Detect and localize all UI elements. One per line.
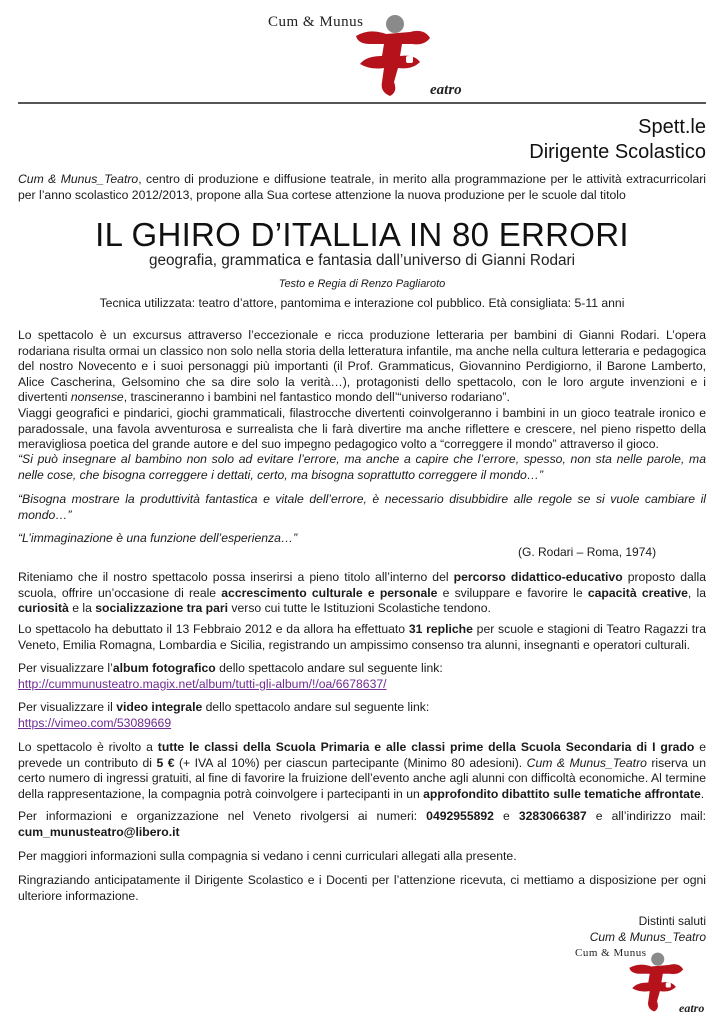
- quote-3: “L’immaginazione è una funzione dell’esperienza…”: [18, 531, 298, 545]
- p3-t1: Riteniamo che il nostro spettacolo possa inserirsi a pieno titolo all’interno del: [18, 570, 454, 584]
- phone-2: 3283066387: [518, 809, 587, 823]
- quote-1: “Si può insegnare al bambino non solo ad evitare l’errore, ma anche a capire che l’errore, spesso, non sta nelle parole, ma nelle cose, che bisogna correggere i dettati, certo, ma bisogna soprattutto correggere il mondo…”: [18, 452, 706, 482]
- paragraph-video: [18, 700, 706, 731]
- p5-t2: e prevede un contributo di: [18, 740, 706, 770]
- show-title: IL GHIRO D’ITALLIA IN 80 ERRORI: [95, 216, 629, 253]
- contact-email: cum_munusteatro@libero.it: [18, 824, 180, 839]
- logo-suffix-text: eatro: [430, 82, 462, 98]
- p3-t3: e sviluppare e favorire le: [437, 585, 588, 600]
- phone-1: 0492955892: [426, 809, 494, 823]
- description-paragraph-1: [18, 328, 706, 453]
- paragraph-audience: [18, 740, 706, 802]
- show-subtitle: geografia, grammatica e fantasia dall’universo di Gianni Rodari: [149, 252, 575, 269]
- quote-2: “Bisogna mostrare la produttività fantastica e vitale dell’errore, è necessario disubbidire alle regole se si vuole cambiare il mondo…”: [18, 492, 706, 522]
- p5-i1: Cum & Munus_Teatro: [526, 755, 647, 770]
- album-b1: album fotografico: [112, 661, 216, 675]
- p2-text: Viaggi geografici e pindarici, giochi grammaticali, filastrocche divertenti coinvolgeranno i bambini in un gioco teatrale ironico e paradossale, una favola avventurosa e surrealista che li farà divertire ma anche riflettere e crescere, nel pieno rispetto della meravigliosa poetica del grande autore e del suo impegno pedagogico volto a “correggere il mondo” attraverso il gioco.: [18, 405, 706, 452]
- paragraph-contacts: [18, 809, 706, 840]
- logo-brand-text: Cum & Munus: [268, 14, 364, 30]
- p3-b1: percorso didattico-educativo: [453, 570, 623, 584]
- footer-logo: [575, 945, 715, 1021]
- p6-t2: e: [493, 809, 519, 823]
- video-t2: dello spettacolo andare sul seguente link:: [202, 700, 430, 714]
- footer-logo-brand-text: Cum & Munus: [575, 947, 647, 959]
- header-divider: [18, 102, 706, 104]
- p3-t6: verso cui tutte le Istituzioni Scolastiche tendono.: [228, 601, 491, 616]
- p5-t5: .: [700, 786, 705, 801]
- company-logo: [268, 10, 468, 102]
- p3-b3: capacità creative: [587, 585, 688, 600]
- closing-signature: Cum & Munus_Teatro: [589, 929, 706, 944]
- p6-t1: Per informazioni e organizzazione nel Veneto rivolgersi ai numeri:: [18, 809, 427, 823]
- p6-t3: e all’indirizzo mail:: [586, 809, 706, 823]
- video-b1: video integrale: [116, 700, 203, 714]
- p3-t5: e la: [68, 601, 96, 616]
- intro-text: , centro di produzione e diffusione teatrale, in merito alla programmazione per le attività extracurricolari per l’anno scolastico 2012/2013, propone alla Sua cortese attenzione la nuova produzione per le scuole dal titolo: [18, 172, 706, 202]
- p1-text-a: Lo spettacolo è un excursus attraverso l’eccezionale e ricca produzione letteraria per bambini di Gianni Rodari. L’opera rodariana risulta ormai un classico non solo nella storia della letteratura infantile, ma anche nella cultura letteraria e pedagogica del nostro Novecento e i suoi personaggi più importanti (il Prof. Grammaticus, Giovannino Perdigiorno, il Barone Lamberto, Alice Cascherina, Gelsomino che sa dire solo la verità…), protagonisti dello spettacolo, con le loro argute invenzioni e i divertenti: [18, 328, 706, 405]
- closing-block: [590, 914, 706, 945]
- album-t2: dello spettacolo andare sul seguente link:: [215, 661, 443, 675]
- addressee-line2: Dirigente Scolastico: [529, 141, 706, 163]
- quote-source: (G. Rodari – Roma, 1974): [518, 545, 657, 559]
- addressee-line1: Spett.le: [638, 116, 706, 138]
- company-name: Cum & Munus_Teatro: [18, 172, 139, 186]
- show-byline: Testo e Regia di Renzo Pagliaroto: [278, 278, 446, 290]
- p3-t2: proposto dalla scuola, offrire un’occasione di reale: [18, 570, 706, 600]
- p3-b2: accrescimento culturale e personale: [221, 585, 438, 600]
- p5-t1: Lo spettacolo è rivolto a: [18, 740, 158, 754]
- album-link[interactable]: http://cummunusteatro.magix.net/album/tutti-gli-album/!/oa/6678637/: [18, 676, 387, 691]
- p3-t4: , la: [687, 585, 706, 600]
- p3-b5: socializzazione tra pari: [95, 601, 229, 616]
- closing-greeting: Distinti saluti: [638, 914, 706, 928]
- p4-t2: per scuole e stagioni di Teatro Ragazzi tra Veneto, Emilia Romagna, Lombardia e Sicilia, registrando un ampissimo consenso tra alunni, insegnanti e operatori culturali.: [18, 622, 706, 652]
- show-technique: Tecnica utilizzata: teatro d’attore, pantomima e interazione col pubblico. Età consigliata: 5-11 anni: [99, 296, 625, 310]
- p5-t3: (+ IVA al 10%) per ciascun partecipante (Minimo 80 adesioni).: [174, 755, 527, 770]
- album-t1: Per visualizzare l’: [18, 661, 113, 675]
- paragraph-debut: [18, 622, 706, 653]
- p5-b1: tutte le classi della Scuola Primaria e alle classi prime della Scuola Secondaria di I grado: [157, 740, 695, 754]
- p1-italic: nonsense: [70, 390, 124, 405]
- p3-b4: curiosità: [18, 601, 69, 616]
- p5-b3: approfondito dibattito sulle tematiche affrontate: [423, 786, 701, 801]
- p4-t1: Lo spettacolo ha debuttato il 13 Febbraio 2012 e da allora ha effettuato: [18, 622, 409, 636]
- paragraph-didactic: [18, 570, 706, 617]
- p1-text-b: , trascineranno i bambini nel fantastico mondo dell’“universo rodariano”.: [123, 390, 510, 405]
- p5-b2: 5 €: [156, 755, 175, 770]
- p4-b1: 31 repliche: [408, 622, 473, 636]
- intro-paragraph: [18, 172, 706, 203]
- p5-t4: riserva un certo numero di ingressi gratuiti, al fine di favorire la fruizione dell’evento anche agli alunni con difficoltà economiche. Al termine della rappresentazione, la compagnia potrà coinvolgere i partecipanti in un: [18, 755, 706, 801]
- paragraph-curriculum: Per maggiori informazioni sulla compagnia si vedano i cenni curriculari allegati alla presente.: [18, 849, 517, 863]
- paragraph-album: [18, 661, 706, 692]
- video-t1: Per visualizzare il: [18, 700, 117, 714]
- footer-logo-suffix-text: eatro: [679, 1001, 705, 1015]
- video-link[interactable]: https://vimeo.com/53089669: [18, 715, 172, 730]
- paragraph-thanks: Ringraziando anticipatamente il Dirigente Scolastico e i Docenti per l’attenzione ricevuta, ci mettiamo a disposizione per ogni ulteriore informazione.: [18, 873, 706, 903]
